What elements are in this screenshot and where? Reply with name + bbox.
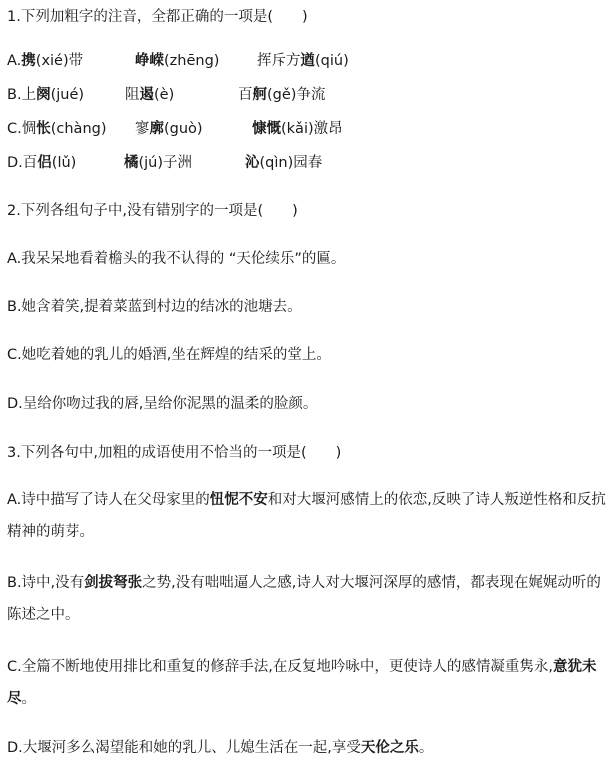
option-label: C. — [7, 121, 22, 137]
bold-char: 阕 — [36, 87, 51, 103]
q1-option-c: C.惆怅(chàng) — [7, 121, 107, 137]
bold-char: 慷慨 — [252, 121, 281, 137]
option-label: A. — [7, 53, 22, 69]
bold-char: 遒 — [300, 53, 315, 69]
q1-option-b-item-3: 百舸(gě)争流 — [238, 87, 326, 103]
q2-option-c: C.她吃着她的乳儿的婚酒,坐在辉煌的结采的堂上。 — [7, 347, 331, 363]
bold-char: 侣 — [37, 155, 52, 171]
q1-option-b: B.上阕(jué) — [7, 87, 85, 103]
bold-char: 峥嵘 — [135, 53, 164, 69]
q1-option-a-item-2: 峥嵘(zhēng) — [135, 53, 220, 69]
question-2-stem: 2.下列各组句子中,没有错别字的一项是( ) — [7, 203, 298, 219]
q1-option-c-item-2: 寥廓(guò) — [135, 121, 203, 137]
q1-option-d: D.百侣(lǔ) — [7, 155, 77, 171]
q2-option-d: D.呈给你吻过我的唇,呈给你泥黑的温柔的脸颜。 — [7, 396, 318, 412]
bold-idiom: 意犹未尽 — [7, 659, 597, 707]
q3-option-a: A.诗中描写了诗人在父母家里的忸怩不安和对大堰河感情上的依恋,反映了诗人叛逆性格和反抗精神的萌芽。 — [7, 492, 606, 540]
bold-char: 舸 — [252, 87, 267, 103]
option-label: B. — [7, 87, 22, 103]
q2-option-b: B.她含着笑,提着菜蓝到村边的结冰的池塘去。 — [7, 299, 302, 315]
q2-option-a: A.我呆呆地看着檐头的我不认得的 “天伦续乐”的匾。 — [7, 251, 346, 267]
bold-char: 廓 — [149, 121, 164, 137]
q3-option-c: C.全篇不断地使用排比和重复的修辞手法,在反复地吟咏中，更使诗人的感情凝重隽永,意犹未尽。 — [7, 659, 597, 707]
q1-option-a: A.携(xié)带 — [7, 53, 84, 69]
q3-option-d: D.大堰河多么渴望能和她的乳儿、儿媳生活在一起,享受天伦之乐。 — [7, 740, 434, 756]
bold-char: 怅 — [36, 121, 51, 137]
q1-option-c-item-3: 慷慨(kǎi)激昂 — [252, 121, 343, 137]
question-1-stem: 1.下列加粗字的注音，全都正确的一项是( ) — [7, 9, 308, 25]
bold-char: 携 — [21, 53, 36, 69]
q1-option-d-item-2: 橘(jú)子洲 — [124, 155, 193, 171]
q1-option-b-item-2: 阻遏(è) — [125, 87, 175, 103]
q1-option-a-item-3: 挥斥方遒(qiú) — [257, 53, 349, 69]
bold-char: 橘 — [124, 155, 139, 171]
bold-char: 沁 — [245, 155, 260, 171]
bold-char: 遏 — [139, 87, 154, 103]
option-label: D. — [7, 155, 23, 171]
bold-idiom: 天伦之乐 — [360, 740, 419, 756]
q3-option-b: B.诗中,没有剑拔弩张之势,没有咄咄逼人之感,诗人对大堰河深厚的感情，都表现在娓娓动听的陈述之中。 — [7, 575, 601, 623]
bold-idiom: 剑拔弩张 — [84, 575, 143, 591]
bold-idiom: 忸怩不安 — [209, 492, 268, 508]
question-3-stem: 3.下列各句中,加粗的成语使用不恰当的一项是( ) — [7, 445, 342, 461]
q1-option-d-item-3: 沁(qìn)园春 — [245, 155, 323, 171]
